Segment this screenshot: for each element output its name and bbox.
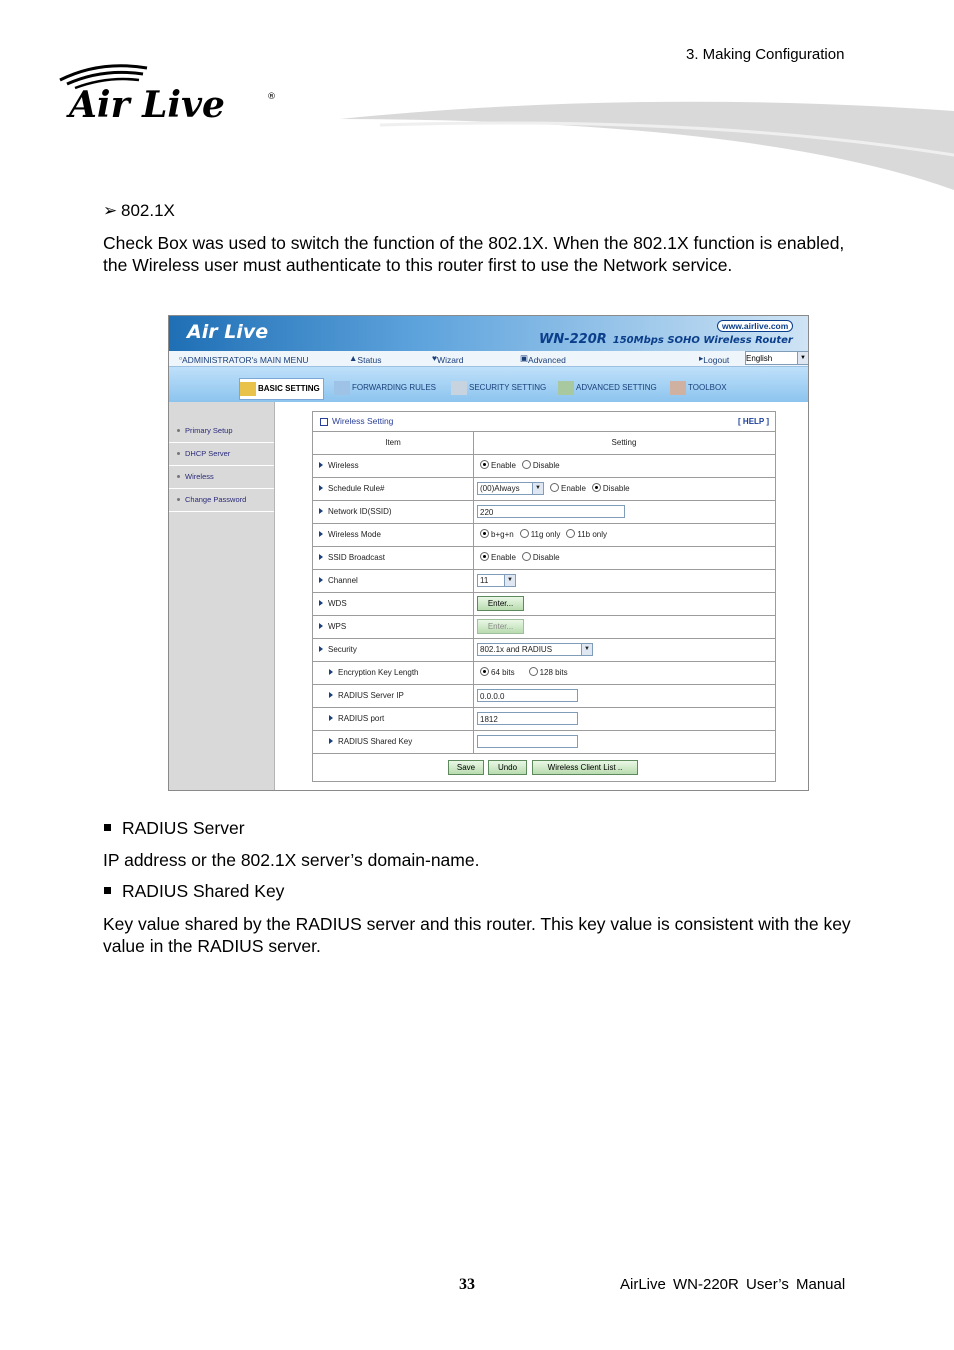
svg-text:®: ®	[267, 92, 276, 102]
mode-11b-radio[interactable]	[566, 529, 575, 538]
nav-status[interactable]: ▲ Status	[349, 353, 382, 365]
tab-label: FORWARDING RULES	[352, 383, 437, 392]
radio-label: 11b only	[577, 530, 608, 539]
panel-title-text: Wireless Setting	[332, 416, 394, 426]
section-title-text: 802.1X	[121, 201, 175, 220]
panel-title	[313, 412, 775, 432]
router-model	[539, 332, 793, 347]
language-select[interactable]	[745, 351, 809, 365]
mode-bgn-radio[interactable]	[480, 529, 489, 538]
nav-advanced-label: Advanced	[528, 355, 566, 365]
bullet-dot-icon	[177, 429, 180, 432]
radius-key-input[interactable]	[477, 735, 578, 748]
broadcast-disable-radio[interactable]	[522, 552, 531, 561]
nav-admin-label: ADMINISTRATOR's MAIN MENU	[182, 355, 309, 365]
select-value: 11	[480, 576, 489, 585]
tab-label: SECURITY SETTING	[469, 383, 547, 392]
arrows-icon	[334, 381, 350, 395]
bullet-dot-icon	[177, 498, 180, 501]
row-label: RADIUS Shared Key	[338, 737, 413, 746]
row-label: Encryption Key Length	[338, 668, 419, 677]
triangle-icon	[319, 623, 323, 629]
triangle-icon	[329, 669, 333, 675]
triangle-icon	[329, 738, 333, 744]
row-label: WDS	[328, 599, 347, 608]
sidebar-item-label: DHCP Server	[185, 449, 231, 458]
row-label: RADIUS Server IP	[338, 691, 404, 700]
main-content	[275, 402, 808, 791]
radio-label: Enable	[491, 553, 516, 562]
sidebar-item-dhcp-server[interactable]	[169, 443, 274, 466]
tab-toolbox[interactable]	[670, 378, 727, 398]
keylen-64-radio[interactable]	[480, 667, 489, 676]
schedule-disable-radio[interactable]	[592, 483, 601, 492]
row-wds	[313, 593, 775, 616]
arrow-bullet-icon: ➢	[103, 201, 118, 220]
bullet-text: RADIUS Shared Key	[122, 881, 285, 901]
row-label: Wireless	[328, 461, 359, 470]
row-label: Security	[328, 645, 357, 654]
radio-label: Disable	[532, 553, 560, 562]
radio-label: b+g+n	[491, 530, 514, 539]
column-header-setting: Setting	[611, 438, 637, 447]
select-value: 802.1x and RADIUS	[480, 645, 553, 654]
triangle-icon	[319, 531, 323, 537]
manual-title: AirLive WN-220R User’s Manual	[620, 1276, 846, 1293]
tab-advanced-setting[interactable]	[558, 378, 657, 398]
language-value: English	[746, 354, 773, 363]
radio-label: Disable	[532, 461, 560, 470]
model-name: WN-220R	[539, 332, 607, 347]
gear-icon	[558, 381, 574, 395]
sidebar-item-change-password[interactable]	[169, 489, 274, 512]
table-header-row	[313, 432, 775, 455]
square-bullet-icon	[104, 824, 111, 831]
radio-label: Enable	[561, 484, 586, 493]
save-button[interactable]: Save	[448, 760, 484, 775]
nav-status-label: Status	[357, 355, 382, 365]
chevron-down-icon: ▼	[797, 352, 808, 364]
row-label: Wireless Mode	[328, 530, 381, 539]
triangle-icon	[319, 577, 323, 583]
sidebar-item-label: Change Password	[185, 495, 247, 504]
tab-security-setting[interactable]	[451, 378, 546, 398]
row-schedule-rule	[313, 478, 775, 501]
wps-enter-button[interactable]: Enter...	[477, 619, 524, 634]
column-header-item: Item	[313, 432, 474, 454]
tab-label: TOOLBOX	[688, 383, 727, 392]
nav-wizard[interactable]: ♥ Wizard	[432, 353, 464, 365]
row-radius-port	[313, 708, 775, 731]
square-bullet-icon	[104, 887, 111, 894]
row-ssid	[313, 501, 775, 524]
lock-icon	[451, 381, 467, 395]
section-title	[103, 201, 175, 221]
sidebar	[169, 402, 275, 791]
triangle-icon	[319, 485, 323, 491]
wireless-enable-radio[interactable]	[480, 460, 489, 469]
radio-label: Disable	[602, 484, 630, 493]
row-channel	[313, 570, 775, 593]
page-number: 33	[459, 1276, 475, 1293]
bullet-dot-icon	[177, 475, 180, 478]
bullet-radius-shared-key	[103, 881, 284, 902]
select-value: (00)Always	[480, 484, 520, 493]
radio-label: 11g only	[530, 530, 561, 539]
top-nav	[169, 351, 808, 367]
wds-enter-button[interactable]: Enter...	[477, 596, 524, 611]
row-key-length	[313, 662, 775, 685]
schedule-rule-select[interactable]	[477, 482, 544, 495]
router-screenshot	[168, 315, 809, 791]
row-wps	[313, 616, 775, 639]
radius-server-paragraph: IP address or the 802.1X server’s domain-name.	[103, 850, 480, 870]
radio-label: 64 bits	[491, 668, 515, 677]
folder-icon	[240, 382, 256, 396]
website-link[interactable]: www.airlive.com	[717, 320, 793, 332]
row-wireless	[313, 455, 775, 478]
nav-wizard-label: Wizard	[437, 355, 464, 365]
nav-logout-label: Logout	[703, 355, 730, 365]
model-subtitle: 150Mbps SOHO Wireless Router	[612, 335, 793, 346]
triangle-icon	[319, 462, 323, 468]
radio-label: 128 bits	[539, 668, 568, 677]
action-buttons	[313, 754, 775, 781]
header-swoosh	[340, 95, 954, 195]
nav-admin-menu[interactable]: ▫ ADMINISTRATOR's MAIN MENU	[179, 353, 309, 365]
row-radius-shared-key	[313, 731, 775, 754]
wireless-client-list-button[interactable]: Wireless Client List ..	[532, 760, 638, 775]
tab-bar	[169, 367, 808, 402]
mode-11g-radio[interactable]	[520, 529, 529, 538]
tab-label: ADVANCED SETTING	[576, 383, 657, 392]
toolbox-icon	[670, 381, 686, 395]
row-label: Network ID(SSID)	[328, 507, 392, 516]
sidebar-item-label: Wireless	[185, 472, 214, 481]
intro-paragraph: Check Box was used to switch the function of the 802.1X. When the 802.1X function is enabled, the Wireless user must authenticate to this router first to use the Network service.	[103, 233, 845, 275]
airlive-logo	[55, 58, 285, 128]
wireless-disable-radio[interactable]	[522, 460, 531, 469]
nav-logout[interactable]: ▸ Logout	[699, 353, 730, 365]
bullet-dot-icon	[177, 452, 180, 455]
keylen-128-radio[interactable]	[529, 667, 538, 676]
row-ssid-broadcast	[313, 547, 775, 570]
chevron-down-icon: ▼	[532, 483, 543, 494]
panel-icon	[320, 418, 328, 426]
triangle-icon	[319, 646, 323, 652]
chapter-header: 3. Making Configuration	[686, 46, 845, 63]
row-label: Channel	[328, 576, 358, 585]
chevron-down-icon: ▼	[504, 575, 515, 586]
tab-basic-setting[interactable]	[239, 378, 324, 400]
triangle-icon	[329, 715, 333, 721]
row-security	[313, 639, 775, 662]
triangle-icon	[329, 692, 333, 698]
sidebar-item-label: Primary Setup	[185, 426, 233, 435]
sidebar-item-primary-setup[interactable]	[169, 420, 274, 443]
schedule-enable-radio[interactable]	[550, 483, 559, 492]
router-banner	[169, 316, 808, 351]
row-label: Schedule Rule#	[328, 484, 385, 493]
ssid-input[interactable]: 220	[477, 505, 625, 518]
row-label: SSID Broadcast	[328, 553, 385, 562]
triangle-icon	[319, 554, 323, 560]
svg-text:Air Live: Air Live	[69, 84, 225, 126]
channel-select[interactable]	[477, 574, 516, 587]
triangle-icon	[319, 600, 323, 606]
router-logo: Air Live	[187, 321, 269, 343]
nav-advanced[interactable]: ▣ Advanced	[520, 353, 566, 365]
wireless-setting-panel	[312, 411, 776, 782]
radius-ip-input[interactable]: 0.0.0.0	[477, 689, 578, 702]
tab-forwarding-rules[interactable]	[334, 378, 436, 398]
broadcast-enable-radio[interactable]	[480, 552, 489, 561]
tab-label: BASIC SETTING	[258, 384, 320, 393]
row-wireless-mode	[313, 524, 775, 547]
triangle-icon	[319, 508, 323, 514]
radius-port-input[interactable]: 1812	[477, 712, 578, 725]
undo-button[interactable]: Undo	[488, 760, 527, 775]
bullet-text: RADIUS Server	[122, 818, 245, 838]
row-label: WPS	[328, 622, 347, 631]
radius-key-paragraph: Key value shared by the RADIUS server and this router. This key value is consistent with the key value in the RADIUS server.	[103, 914, 851, 956]
help-link[interactable]: [ HELP ]	[738, 417, 769, 426]
sidebar-item-wireless[interactable]	[169, 466, 274, 489]
bullet-radius-server	[103, 818, 245, 839]
security-select[interactable]	[477, 643, 593, 656]
row-radius-server-ip	[313, 685, 775, 708]
chevron-down-icon: ▼	[581, 644, 592, 655]
radio-label: Enable	[491, 461, 516, 470]
row-label: RADIUS port	[338, 714, 385, 723]
